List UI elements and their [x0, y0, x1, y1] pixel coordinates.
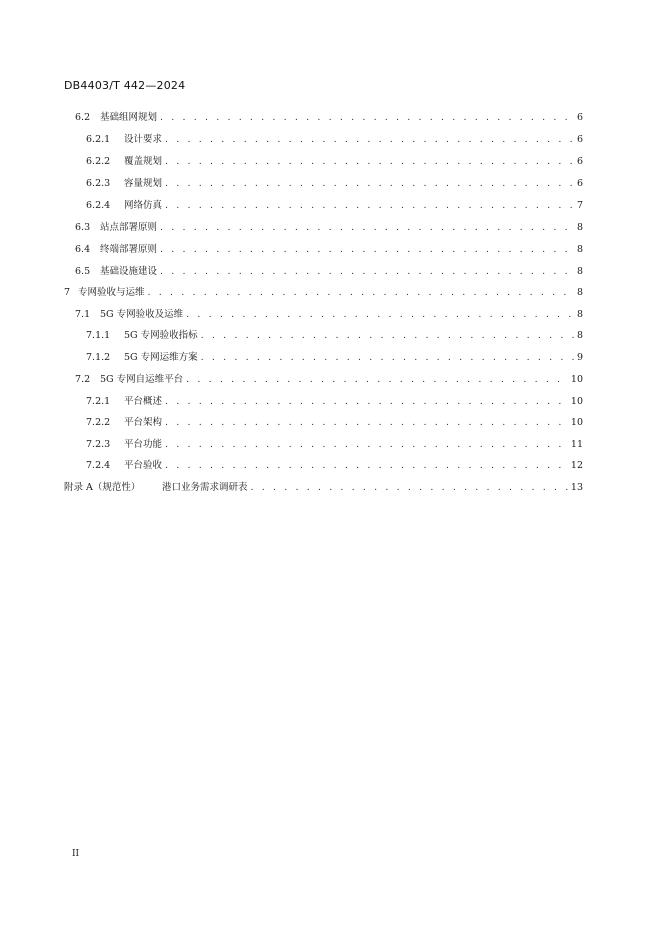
toc-entry-title: 容量规划 — [124, 178, 163, 189]
toc-entry[interactable] — [86, 328, 583, 344]
toc-dot-leader — [148, 285, 574, 301]
toc-entry-title: 专网验收与运维 — [78, 287, 145, 298]
toc-entry-page: 8 — [576, 309, 583, 320]
standard-code: DB4403/T 442—2024 — [64, 79, 186, 92]
toc-entry[interactable] — [86, 198, 583, 214]
toc-entry[interactable] — [75, 110, 583, 126]
toc-entry-number: 7.2.3 — [86, 439, 111, 450]
toc-entry[interactable] — [86, 176, 583, 192]
toc-entry-title: 5G 专网运维方案 — [124, 352, 198, 363]
toc-entry-page: 8 — [576, 287, 583, 298]
toc-entry[interactable] — [75, 220, 583, 236]
toc-entry-number: 7.1 — [75, 309, 91, 320]
toc-entry-number: 6.3 — [75, 222, 91, 233]
toc-entry[interactable] — [75, 372, 583, 388]
toc-entry-page: 10 — [570, 374, 583, 385]
toc-entry[interactable] — [86, 394, 583, 410]
toc-dot-leader — [165, 154, 574, 170]
toc-entry-number: 6.5 — [75, 266, 91, 277]
toc-entry-number: 6.2 — [75, 112, 91, 123]
toc-dot-leader — [160, 242, 574, 258]
toc-entry-number: 7.2.4 — [86, 460, 111, 471]
toc-entry[interactable] — [75, 307, 583, 323]
toc-entry-title: 平台架构 — [124, 417, 163, 428]
toc-dot-leader — [160, 220, 574, 236]
toc-dot-leader — [160, 110, 574, 126]
toc-entry-page: 8 — [576, 222, 583, 233]
toc-entry-number: 7.1.2 — [86, 352, 111, 363]
toc-entry-page: 8 — [576, 244, 583, 255]
toc-entry[interactable] — [86, 350, 583, 366]
toc-dot-leader — [165, 132, 574, 148]
toc-entry-number: 6.2.1 — [86, 134, 111, 145]
toc-dot-leader — [165, 176, 574, 192]
toc-dot-leader — [165, 415, 568, 431]
toc-dot-leader — [165, 458, 568, 474]
toc-dot-leader — [186, 307, 574, 323]
toc-entry-page: 13 — [570, 482, 583, 493]
toc-entry-title: 基础设施建设 — [100, 266, 158, 277]
toc-dot-leader — [160, 264, 574, 280]
toc-entry-number: 附录 A（规范性） — [64, 482, 141, 493]
toc-entry-title: 覆盖规划 — [124, 156, 163, 167]
toc-entry-number: 7.2.2 — [86, 417, 111, 428]
toc-entry-page: 7 — [576, 200, 583, 211]
toc-entry-page: 10 — [570, 396, 583, 407]
toc-entry-number: 6.2.2 — [86, 156, 111, 167]
toc-entry[interactable] — [75, 242, 583, 258]
toc-entry[interactable] — [64, 285, 583, 301]
toc-entry-number: 7.2.1 — [86, 396, 111, 407]
toc-entry-title: 网络仿真 — [124, 200, 163, 211]
toc-entry-page: 6 — [576, 134, 583, 145]
toc-entry[interactable] — [86, 154, 583, 170]
toc-entry-page: 8 — [576, 266, 583, 277]
toc-entry-number: 7.2 — [75, 374, 91, 385]
toc-entry[interactable] — [86, 437, 583, 453]
toc-entry-title: 5G 专网验收及运维 — [100, 309, 184, 320]
toc-dot-leader — [186, 372, 568, 388]
toc-entry-title: 站点部署原则 — [100, 222, 158, 233]
toc-entry-page: 6 — [576, 112, 583, 123]
toc-entry-title: 设计要求 — [124, 134, 163, 145]
toc-entry-title: 平台验收 — [124, 460, 163, 471]
toc-entry-page: 9 — [576, 352, 583, 363]
toc-entry-title: 基础组网规划 — [100, 112, 158, 123]
toc-dot-leader — [165, 437, 568, 453]
toc-entry-number: 6.4 — [75, 244, 91, 255]
toc-entry[interactable] — [86, 132, 583, 148]
toc-entry-title: 5G 专网验收指标 — [124, 330, 198, 341]
toc-entry-number: 6.2.4 — [86, 200, 111, 211]
toc-entry-page: 6 — [576, 156, 583, 167]
toc-entry-page: 8 — [576, 330, 583, 341]
toc-entry[interactable] — [75, 264, 583, 280]
toc-dot-leader — [165, 394, 568, 410]
toc-entry-page: 10 — [570, 417, 583, 428]
page-number: II — [72, 849, 80, 859]
toc-entry[interactable] — [86, 415, 583, 431]
toc-entry-title: 平台功能 — [124, 439, 163, 450]
toc-entry-page: 11 — [570, 439, 583, 450]
toc-entry-title: 港口业务需求调研表 — [162, 482, 248, 493]
toc-dot-leader — [201, 328, 574, 344]
toc-entry-number: 6.2.3 — [86, 178, 111, 189]
toc-entry-title: 5G 专网自运维平台 — [100, 374, 184, 385]
toc-dot-leader — [165, 198, 574, 214]
toc-entry-page: 6 — [576, 178, 583, 189]
toc-entry-number: 7.1.1 — [86, 330, 111, 341]
toc-entry-title: 终端部署原则 — [100, 244, 158, 255]
toc-entry[interactable] — [86, 458, 583, 474]
toc-dot-leader — [251, 480, 568, 496]
toc-entry-title: 平台概述 — [124, 396, 163, 407]
toc-entry-number: 7 — [64, 287, 71, 298]
toc-entry[interactable] — [64, 480, 583, 496]
toc-dot-leader — [201, 350, 574, 366]
toc-entry-page: 12 — [570, 460, 583, 471]
